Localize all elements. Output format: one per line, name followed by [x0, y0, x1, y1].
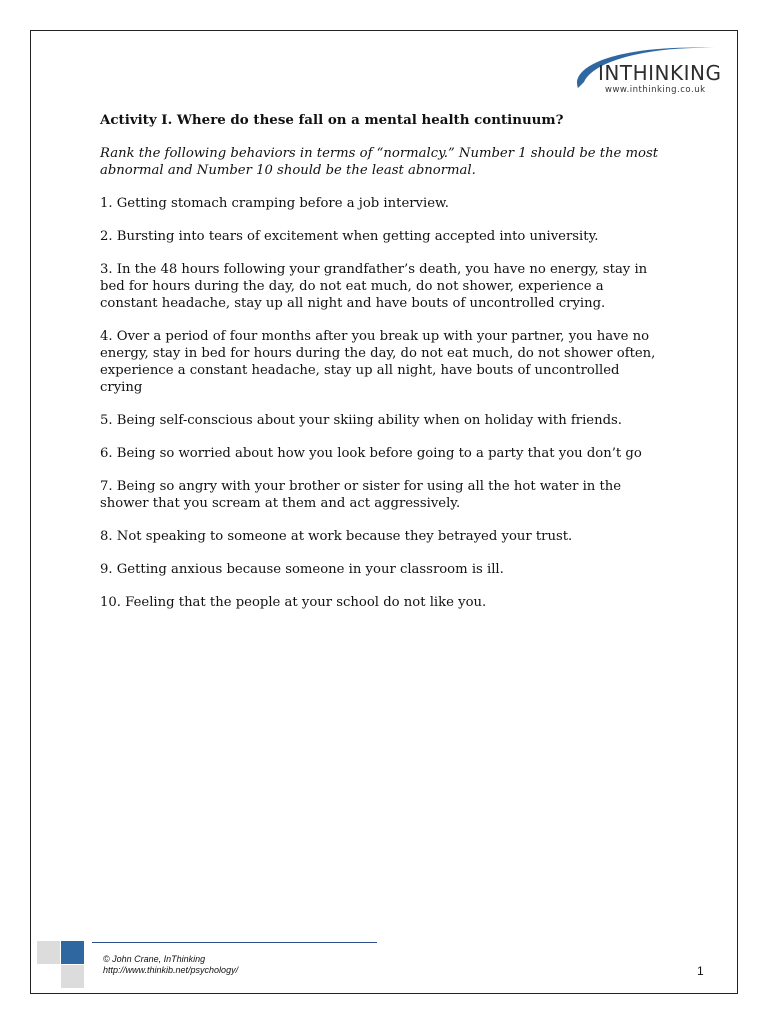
list-item: 5. Being self-conscious about your skiing ability when on holiday with friends.: [100, 413, 622, 428]
footer-credits: [103, 954, 238, 976]
worksheet-content: [100, 112, 660, 627]
list-item: 7. Being so angry with your brother or sister for using all the hot water in the shower that you scream at them and act aggressively.: [100, 479, 622, 511]
list-item: 4. Over a period of four months after you break up with your partner, you have no energy, stay in bed for hours during the day, do not eat much, do not shower often, experience a constant headache, stay up all night, have bouts of uncontrolled crying: [100, 329, 656, 395]
list-item: 8. Not speaking to someone at work because they betrayed your trust.: [100, 529, 573, 544]
list-item: 10. Feeling that the people at your school do not like you.: [100, 595, 487, 610]
list-item: 3. In the 48 hours following your grandfather’s death, you have no energy, stay in bed for hours during the day, do not eat much, do not shower, experience a constant headache, stay up all night and have bouts of uncontrolled crying.: [100, 262, 648, 311]
footer-square-blue: [61, 941, 84, 964]
footer-link[interactable]: http://www.thinkib.net/psychology/: [103, 965, 239, 975]
list-item: 6. Being so worried about how you look before going to a party that you don’t go: [100, 446, 642, 461]
activity-heading: Activity I. Where do these fall on a mental health continuum?: [100, 112, 564, 128]
footer-decoration: [37, 941, 87, 989]
list-item: 2. Bursting into tears of excitement when getting accepted into university.: [100, 229, 599, 244]
list-item: 9. Getting anxious because someone in your classroom is ill.: [100, 562, 504, 577]
list-item: 1. Getting stomach cramping before a job interview.: [100, 196, 449, 211]
page-number: 1: [697, 964, 704, 978]
instructions: Rank the following behaviors in terms of “normalcy.” Number 1 should be the most abnormal and Number 10 should be the least abnormal.: [100, 146, 659, 178]
footer-square-light: [37, 941, 60, 964]
inthinking-logo: [570, 38, 725, 100]
footer-divider: [92, 942, 377, 943]
footer-copyright: © John Crane, InThinking: [103, 954, 206, 964]
logo-wordmark: INTHINKING: [598, 61, 722, 85]
footer-square-light: [61, 965, 84, 988]
logo-url: www.inthinking.co.uk: [605, 85, 706, 95]
